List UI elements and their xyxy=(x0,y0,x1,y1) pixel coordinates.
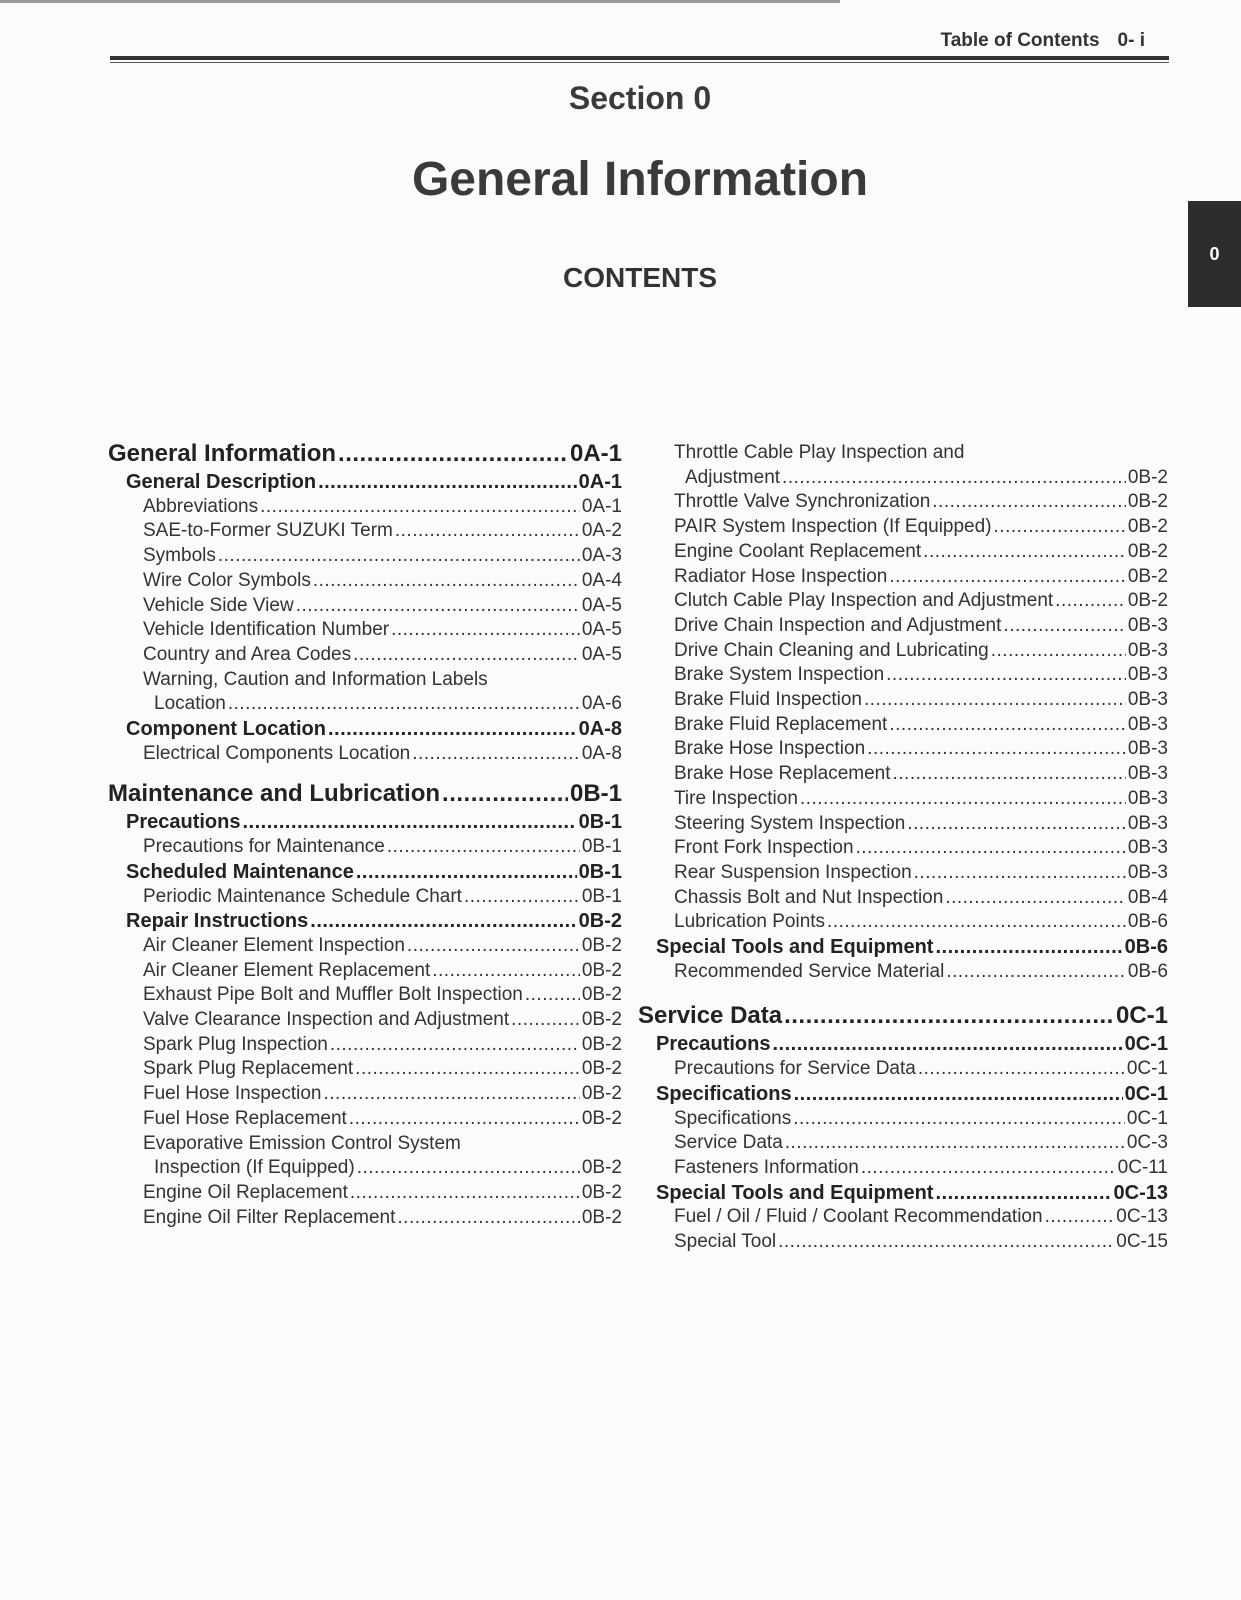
toc-entry-title: Inspection (If Equipped) xyxy=(154,1157,355,1179)
dot-leader xyxy=(328,717,577,742)
toc-item[interactable] xyxy=(650,1205,1168,1230)
toc-entry-title: Precautions xyxy=(126,811,241,834)
toc-item[interactable] xyxy=(650,737,1168,762)
toc-item[interactable] xyxy=(650,490,1168,515)
toc-entry-title: Air Cleaner Element Replacement xyxy=(143,959,431,981)
toc-entry-page: 0C-1 xyxy=(1124,1082,1168,1105)
toc-item[interactable] xyxy=(108,1033,622,1058)
toc-item[interactable] xyxy=(108,835,622,860)
toc-entry-title: General Description xyxy=(126,471,317,493)
toc-entry-page: 0A-8 xyxy=(578,718,622,741)
toc-entry-title: Rear Suspension Inspection xyxy=(674,861,912,883)
dot-leader xyxy=(886,663,1126,688)
toc-entry-page: 0A-1 xyxy=(581,495,622,517)
toc-item[interactable] xyxy=(108,1206,622,1231)
toc-entry-page: 0B-2 xyxy=(581,984,622,1006)
toc-item[interactable] xyxy=(108,495,622,520)
dot-leader xyxy=(228,692,580,717)
toc-entry-title: Precautions for Maintenance xyxy=(143,836,385,858)
dot-leader xyxy=(330,1033,580,1058)
toc-entry-title: Brake System Inspection xyxy=(674,664,885,686)
top-edge-line xyxy=(0,0,840,3)
toc-entry-page: 0C-13 xyxy=(1113,1181,1168,1204)
toc-entry-page: 0C-15 xyxy=(1116,1231,1168,1253)
toc-section[interactable] xyxy=(650,1181,1168,1206)
dot-leader xyxy=(784,1000,1114,1032)
toc-entry-page: 0B-3 xyxy=(1127,837,1168,859)
toc-entry-page: 0B-2 xyxy=(1127,466,1168,488)
toc-entry-title: PAIR System Inspection (If Equipped) xyxy=(674,516,992,538)
toc-entry-page: 0B-3 xyxy=(1127,639,1168,661)
toc-item[interactable] xyxy=(650,812,1168,837)
header-rule-thin xyxy=(110,62,1169,63)
toc-entry-page: 0B-2 xyxy=(1127,565,1168,587)
toc-entry-page: 0B-2 xyxy=(581,1206,622,1228)
toc-entry-page: 0B-1 xyxy=(578,811,622,834)
toc-item[interactable] xyxy=(650,713,1168,738)
toc-section[interactable] xyxy=(108,717,622,742)
toc-entry-title: SAE-to-Former SUZUKI Term xyxy=(143,520,393,542)
toc-entry-page: 0B-2 xyxy=(581,1009,622,1031)
toc-entry-page: 0B-1 xyxy=(581,836,622,858)
toc-item[interactable] xyxy=(650,589,1168,614)
toc-entry-page: 0C-1 xyxy=(1126,1107,1168,1129)
toc-entry-page: 0A-5 xyxy=(581,643,622,665)
toc-entry-title: Service Data xyxy=(674,1132,783,1154)
toc-entry-title: Valve Clearance Inspection and Adjustment xyxy=(143,1009,510,1031)
toc-entry-title: Periodic Maintenance Schedule Chart xyxy=(143,885,462,907)
toc-entry-title: Symbols xyxy=(143,545,216,567)
toc-entry-title: Special Tools and Equipment xyxy=(656,936,934,959)
dot-leader xyxy=(991,639,1126,664)
toc-right-column xyxy=(638,441,1168,1255)
dot-leader xyxy=(357,1156,580,1181)
toc-entry-title: Tire Inspection xyxy=(674,787,798,809)
toc-item[interactable] xyxy=(650,787,1168,812)
toc-item[interactable] xyxy=(108,959,622,984)
dot-leader xyxy=(432,959,580,984)
toc-entry-page: 0B-3 xyxy=(1127,689,1168,711)
toc-entry-page: 0B-3 xyxy=(1127,713,1168,735)
toc-entry-title: Brake Fluid Inspection xyxy=(674,689,862,711)
toc-entry-title: Front Fork Inspection xyxy=(674,837,854,859)
toc-entry-page: 0C-11 xyxy=(1117,1156,1168,1178)
dot-leader xyxy=(923,540,1126,565)
dot-leader xyxy=(397,1206,579,1231)
toc-entry-title: Vehicle Side View xyxy=(143,594,294,616)
toc-entry-title: Abbreviations xyxy=(143,495,259,517)
toc-item[interactable] xyxy=(108,934,622,959)
toc-entry-page: 0A-2 xyxy=(581,520,622,542)
dot-leader xyxy=(407,934,580,959)
toc-entry-page: 0B-2 xyxy=(581,1058,622,1080)
toc-entry-title: Special Tool xyxy=(674,1231,777,1253)
toc-entry-page: 0B-2 xyxy=(581,1107,622,1129)
toc-item[interactable] xyxy=(650,762,1168,787)
toc-entry-title: Engine Oil Replacement xyxy=(143,1181,348,1203)
toc-entry-title: Exhaust Pipe Bolt and Muffler Bolt Inspection xyxy=(143,984,523,1006)
header-title: Table of Contents xyxy=(940,30,1100,51)
dot-leader xyxy=(395,519,580,544)
toc-chapter[interactable] xyxy=(638,1000,1168,1032)
toc-entry-page: 0B-2 xyxy=(581,1033,622,1055)
toc-chapter[interactable] xyxy=(108,778,622,810)
dot-leader xyxy=(856,836,1126,861)
toc-item[interactable] xyxy=(108,885,622,910)
toc-entry-page: 0B-6 xyxy=(1124,936,1168,959)
toc-item[interactable] xyxy=(650,663,1168,688)
toc-item[interactable] xyxy=(108,643,622,668)
dot-leader xyxy=(313,569,580,594)
toc-entry-title: Component Location xyxy=(126,718,326,741)
toc-section[interactable] xyxy=(650,1082,1168,1107)
toc-entry-title: Engine Oil Filter Replacement xyxy=(143,1206,396,1228)
toc-entry-page: 0B-1 xyxy=(569,780,622,808)
toc-entry-page: 0B-3 xyxy=(1127,787,1168,809)
toc-entry-title: Drive Chain Cleaning and Lubricating xyxy=(674,639,989,661)
toc-entry-page: 0A-8 xyxy=(581,742,622,764)
toc-item[interactable] xyxy=(108,1057,622,1082)
toc-entry-title: Brake Fluid Replacement xyxy=(674,713,888,735)
toc-entry-page: 0B-3 xyxy=(1127,861,1168,883)
toc-entry-page: 0B-3 xyxy=(1127,763,1168,785)
toc-item[interactable] xyxy=(650,886,1168,911)
toc-entry-page: 0B-2 xyxy=(1127,516,1168,538)
dot-leader xyxy=(1003,614,1125,639)
dot-leader xyxy=(349,1107,580,1132)
toc-entry-page: 0A-5 xyxy=(581,594,622,616)
spacer xyxy=(650,984,1168,1000)
dot-leader xyxy=(260,495,580,520)
page-title: General Information xyxy=(411,153,869,206)
toc-entry-title: Air Cleaner Element Inspection xyxy=(143,934,405,956)
toc-entry-page: 0B-2 xyxy=(1127,540,1168,562)
toc-item[interactable] xyxy=(108,1107,622,1132)
toc-entry-page: 0B-2 xyxy=(581,1157,622,1179)
toc-entry-title: Steering System Inspection xyxy=(674,812,906,834)
toc-entry-title: Specifications xyxy=(674,1107,792,1129)
toc-section[interactable] xyxy=(108,909,622,934)
toc-item[interactable] xyxy=(108,1082,622,1107)
toc-entry-page: 0A-1 xyxy=(569,440,622,467)
toc-item[interactable] xyxy=(650,960,1168,985)
toc-entry-title: Brake Hose Inspection xyxy=(674,738,866,760)
dot-leader xyxy=(782,466,1126,491)
toc-entry-title: Radiator Hose Inspection xyxy=(674,565,888,587)
toc-entry-page: 0B-3 xyxy=(1127,664,1168,686)
toc-item[interactable] xyxy=(650,836,1168,861)
toc-entry-title: Clutch Cable Play Inspection and Adjustment xyxy=(674,590,1054,612)
dot-leader xyxy=(994,515,1126,540)
toc-entry-page: 0C-1 xyxy=(1124,1033,1168,1056)
toc-entry-title: Repair Instructions xyxy=(126,910,309,933)
dot-leader xyxy=(861,1156,1116,1181)
toc-entry-page: 0C-3 xyxy=(1126,1132,1168,1154)
dot-leader xyxy=(1055,589,1126,614)
dot-leader xyxy=(442,778,568,810)
toc-item-continuation[interactable] xyxy=(108,692,622,717)
dot-leader xyxy=(907,812,1126,837)
dot-leader xyxy=(785,1131,1125,1156)
running-header xyxy=(941,30,1146,52)
toc-item[interactable] xyxy=(650,1057,1168,1082)
toc-entry-title: Engine Coolant Replacement xyxy=(674,540,922,562)
toc-entry-title: Special Tools and Equipment xyxy=(656,1181,934,1204)
header-page-number: 0- i xyxy=(1117,30,1145,51)
toc-entry-title: Precautions xyxy=(656,1033,771,1056)
toc-item[interactable] xyxy=(108,1008,622,1033)
toc-entry-title: Spark Plug Inspection xyxy=(143,1033,328,1055)
toc-entry-title: Fuel Hose Replacement xyxy=(143,1107,347,1129)
dot-leader xyxy=(318,470,577,495)
dot-leader xyxy=(356,860,577,885)
toc-entry-page: 0A-3 xyxy=(581,545,622,567)
dot-leader xyxy=(889,713,1126,738)
toc-item[interactable] xyxy=(650,540,1168,565)
toc-entry-page: 0B-6 xyxy=(1127,911,1168,933)
toc-entry-page: 0C-13 xyxy=(1116,1206,1168,1228)
dot-leader xyxy=(827,910,1126,935)
contents-heading: CONTENTS xyxy=(563,262,717,293)
toc-entry-title: General Information xyxy=(108,440,337,467)
dot-leader xyxy=(324,1082,580,1107)
toc-entry-title: Spark Plug Replacement xyxy=(143,1058,354,1080)
toc-left-column xyxy=(108,438,622,1230)
dot-leader xyxy=(935,1181,1111,1206)
dot-leader xyxy=(387,835,580,860)
toc-entry-page: 0B-3 xyxy=(1127,738,1168,760)
dot-leader xyxy=(353,643,580,668)
dot-leader xyxy=(525,983,580,1008)
toc-item-wrapped-first-line[interactable]: Evaporative Emission Control System xyxy=(143,1132,461,1154)
toc-item[interactable] xyxy=(650,1107,1168,1132)
toc-entry-title: Country and Area Codes xyxy=(143,643,352,665)
toc-item[interactable] xyxy=(108,983,622,1008)
toc-entry-page: 0B-4 xyxy=(1127,886,1168,908)
toc-entry-page: 0B-3 xyxy=(1127,614,1168,636)
toc-entry-page: 0B-2 xyxy=(1127,590,1168,612)
toc-item[interactable] xyxy=(650,515,1168,540)
toc-entry-title: Service Data xyxy=(638,1002,783,1030)
dot-leader xyxy=(945,886,1126,911)
dot-leader xyxy=(918,1057,1125,1082)
dot-leader xyxy=(914,861,1126,886)
toc-entry-page: 0B-2 xyxy=(578,910,622,933)
toc-item-continuation[interactable] xyxy=(650,466,1168,491)
dot-leader xyxy=(867,737,1126,762)
toc-item[interactable] xyxy=(108,569,622,594)
dot-leader xyxy=(893,762,1126,787)
toc-entry-title: Specifications xyxy=(656,1082,792,1105)
toc-item[interactable] xyxy=(650,639,1168,664)
toc-item[interactable] xyxy=(650,1230,1168,1255)
toc-entry-page: 0B-2 xyxy=(1127,491,1168,513)
toc-entry-title: Brake Hose Replacement xyxy=(674,763,891,785)
section-tab: 0 xyxy=(1188,201,1241,307)
dot-leader xyxy=(794,1082,1123,1107)
dot-leader xyxy=(778,1230,1114,1255)
toc-section[interactable] xyxy=(650,935,1168,960)
dot-leader xyxy=(889,565,1126,590)
toc-entry-page: 0B-2 xyxy=(581,959,622,981)
toc-entry-page: 0B-2 xyxy=(581,1181,622,1203)
toc-item[interactable] xyxy=(650,1156,1168,1181)
dot-leader xyxy=(391,618,580,643)
toc-item[interactable] xyxy=(108,594,622,619)
header-rule xyxy=(110,56,1169,60)
toc-entry-page: 0B-2 xyxy=(581,1083,622,1105)
dot-leader xyxy=(355,1057,580,1082)
toc-entry-title: Chassis Bolt and Nut Inspection xyxy=(674,886,944,908)
dot-leader xyxy=(350,1181,580,1206)
dot-leader xyxy=(800,787,1126,812)
spacer xyxy=(108,766,622,778)
toc-entry-page: 0B-1 xyxy=(581,885,622,907)
toc-entry-title: Recommended Service Material xyxy=(674,960,945,982)
toc-section[interactable] xyxy=(108,470,622,495)
dot-leader xyxy=(310,909,576,934)
toc-item[interactable] xyxy=(650,688,1168,713)
dot-leader xyxy=(793,1107,1125,1132)
toc-item-wrapped-first-line[interactable]: Throttle Cable Play Inspection and xyxy=(674,442,965,463)
dot-leader xyxy=(412,742,580,767)
dot-leader xyxy=(242,810,576,835)
toc-item[interactable] xyxy=(108,618,622,643)
dot-leader xyxy=(864,688,1126,713)
toc-entry-title: Lubrication Points xyxy=(674,911,826,933)
toc-section[interactable] xyxy=(650,1032,1168,1057)
toc-item-wrapped-first-line[interactable]: Warning, Caution and Information Labels xyxy=(143,668,488,690)
toc-entry-page: 0A-4 xyxy=(581,569,622,591)
toc-section[interactable] xyxy=(108,810,622,835)
dot-leader xyxy=(946,960,1126,985)
toc-entry-title: Fuel Hose Inspection xyxy=(143,1083,322,1105)
toc-entry-page: 0A-1 xyxy=(578,471,622,493)
toc-chapter[interactable] xyxy=(108,438,622,470)
toc-entry-page: 0B-3 xyxy=(1127,812,1168,834)
toc-entry-page: 0A-6 xyxy=(581,693,622,715)
toc-item[interactable] xyxy=(108,519,622,544)
toc-entry-title: Location xyxy=(154,693,226,715)
toc-item-continuation[interactable] xyxy=(108,1156,622,1181)
toc-entry-title: Vehicle Identification Number xyxy=(143,619,390,641)
toc-entry-page: 0B-2 xyxy=(581,934,622,956)
dot-leader xyxy=(932,490,1126,515)
dot-leader xyxy=(218,544,580,569)
toc-item[interactable] xyxy=(650,910,1168,935)
dot-leader xyxy=(464,885,580,910)
dot-leader xyxy=(338,438,568,470)
toc-entry-page: 0B-6 xyxy=(1127,960,1168,982)
toc-item[interactable] xyxy=(650,861,1168,886)
dot-leader xyxy=(772,1032,1122,1057)
toc-item[interactable] xyxy=(108,544,622,569)
dot-leader xyxy=(511,1008,580,1033)
toc-entry-title: Wire Color Symbols xyxy=(143,569,311,591)
toc-entry-title: Fasteners Information xyxy=(674,1156,859,1178)
toc-section[interactable] xyxy=(108,860,622,885)
toc-entry-title: Scheduled Maintenance xyxy=(126,860,354,883)
toc-item[interactable] xyxy=(650,565,1168,590)
toc-item[interactable] xyxy=(108,742,622,767)
toc-entry-title: Drive Chain Inspection and Adjustment xyxy=(674,614,1002,636)
toc-item[interactable] xyxy=(650,614,1168,639)
toc-entry-title: Fuel / Oil / Fluid / Coolant Recommendation xyxy=(674,1206,1043,1228)
toc-entry-page: 0A-5 xyxy=(581,619,622,641)
toc-entry-title: Electrical Components Location xyxy=(143,742,411,764)
toc-entry-page: 0C-1 xyxy=(1115,1002,1168,1030)
toc-entry-page: 0B-1 xyxy=(578,860,622,883)
dot-leader xyxy=(935,935,1122,960)
toc-entry-title: Adjustment xyxy=(685,466,781,488)
section-label: Section 0 xyxy=(568,80,712,116)
dot-leader xyxy=(296,594,580,619)
toc-entry-title: Throttle Valve Synchronization xyxy=(674,491,931,513)
toc-entry-title: Maintenance and Lubrication xyxy=(108,780,441,808)
toc-entry-page: 0C-1 xyxy=(1126,1058,1168,1080)
toc-item[interactable] xyxy=(108,1181,622,1206)
dot-leader xyxy=(1045,1205,1115,1230)
toc-item[interactable] xyxy=(650,1131,1168,1156)
toc-entry-title: Precautions for Service Data xyxy=(674,1058,916,1080)
